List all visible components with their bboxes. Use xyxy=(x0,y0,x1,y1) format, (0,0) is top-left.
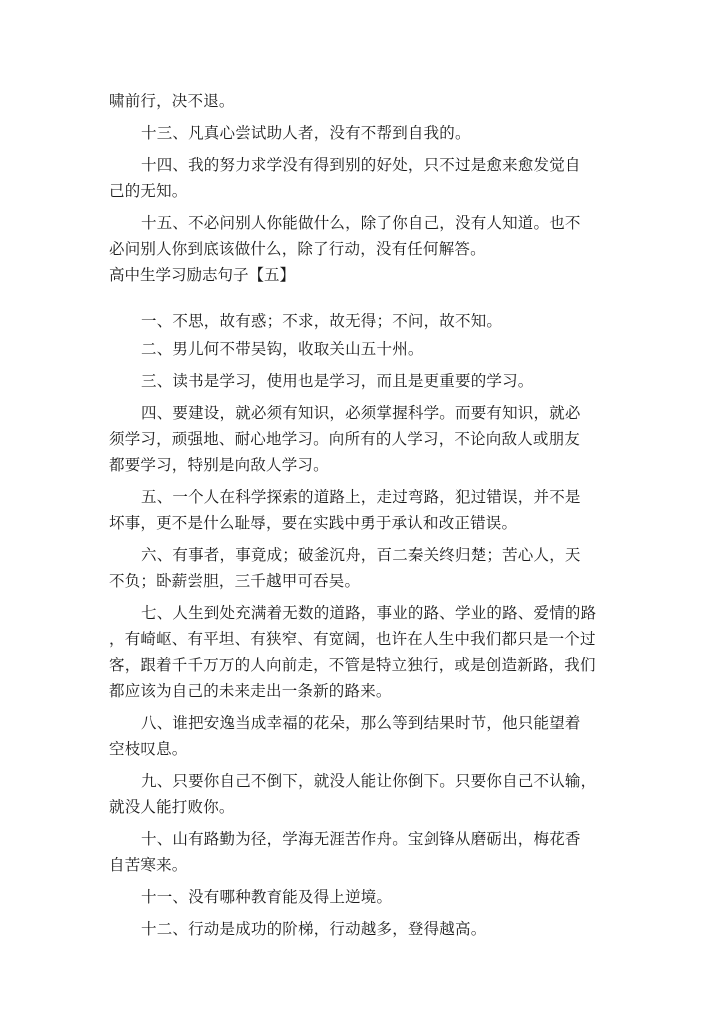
document-page xyxy=(109,88,614,942)
section-item-5: 五、一个人在科学探索的道路上，走过弯路，犯过错误，并不是 坏事，更不是什么耻辱，要在实践中勇于承认和改正错误。 xyxy=(109,488,581,532)
section-item-11: 十一、没有哪种教育能及得上逆境。 xyxy=(141,888,393,906)
section-item-1: 一、不思，故有惑；不求，故无得；不问，故不知。 xyxy=(141,312,503,330)
section-item-7: 七、人生到处充满着无数的道路，事业的路、学业的路、爱情的路 ，有崎岖、有平坦、有狭窄、有宽阔，也许在人生中我们都只是一个过 客，跟着千千万万的人向前走，不管是特立独行，或是创造新路，我们 都应该为自己的未来走出一条新的路来。 xyxy=(109,604,597,700)
paragraph-continuation: 啸前行，决不退。 xyxy=(109,92,235,110)
section-item-6: 六、有事者，事竟成；破釜沉舟，百二秦关终归楚；苦心人，天 不负；卧薪尝胆，三千越甲可吞吴。 xyxy=(109,546,581,590)
paragraph-item-13: 十三、凡真心尝试助人者，没有不帮到自我的。 xyxy=(141,124,471,142)
paragraph-item-14: 十四、我的努力求学没有得到别的好处，只不过是愈来愈发觉自 己的无知。 xyxy=(109,156,581,200)
section-item-12: 十二、行动是成功的阶梯，行动越多，登得越高。 xyxy=(141,920,487,938)
section-item-10: 十、山有路勤为径，学海无涯苦作舟。宝剑锋从磨砺出，梅花香 自苦寒来。 xyxy=(109,830,581,874)
section-item-2: 二、男儿何不带吴钩，收取关山五十州。 xyxy=(141,340,424,358)
section-item-9: 九、只要你自己不倒下，就没人能让你倒下。只要你自己不认输， 就没人能打败你。 xyxy=(109,772,597,816)
section-item-8: 八、谁把安逸当成幸福的花朵，那么等到结果时节，他只能望着 空枝叹息。 xyxy=(109,714,581,758)
section-item-3: 三、读书是学习，使用也是学习，而且是更重要的学习。 xyxy=(141,372,534,390)
paragraph-item-15: 十五、不必问别人你能做什么，除了你自己，没有人知道。也不 必问别人你到底该做什么，除了行动，没有任何解答。 xyxy=(109,214,581,258)
section-heading: 高中生学习励志句子【五】 xyxy=(109,266,296,284)
section-item-4: 四、要建设，就必须有知识，必须掌握科学。而要有知识，就必 须学习，顽强地、耐心地学习。向所有的人学习，不论向敌人或朋友 都要学习，特别是向敌人学习。 xyxy=(109,404,581,474)
